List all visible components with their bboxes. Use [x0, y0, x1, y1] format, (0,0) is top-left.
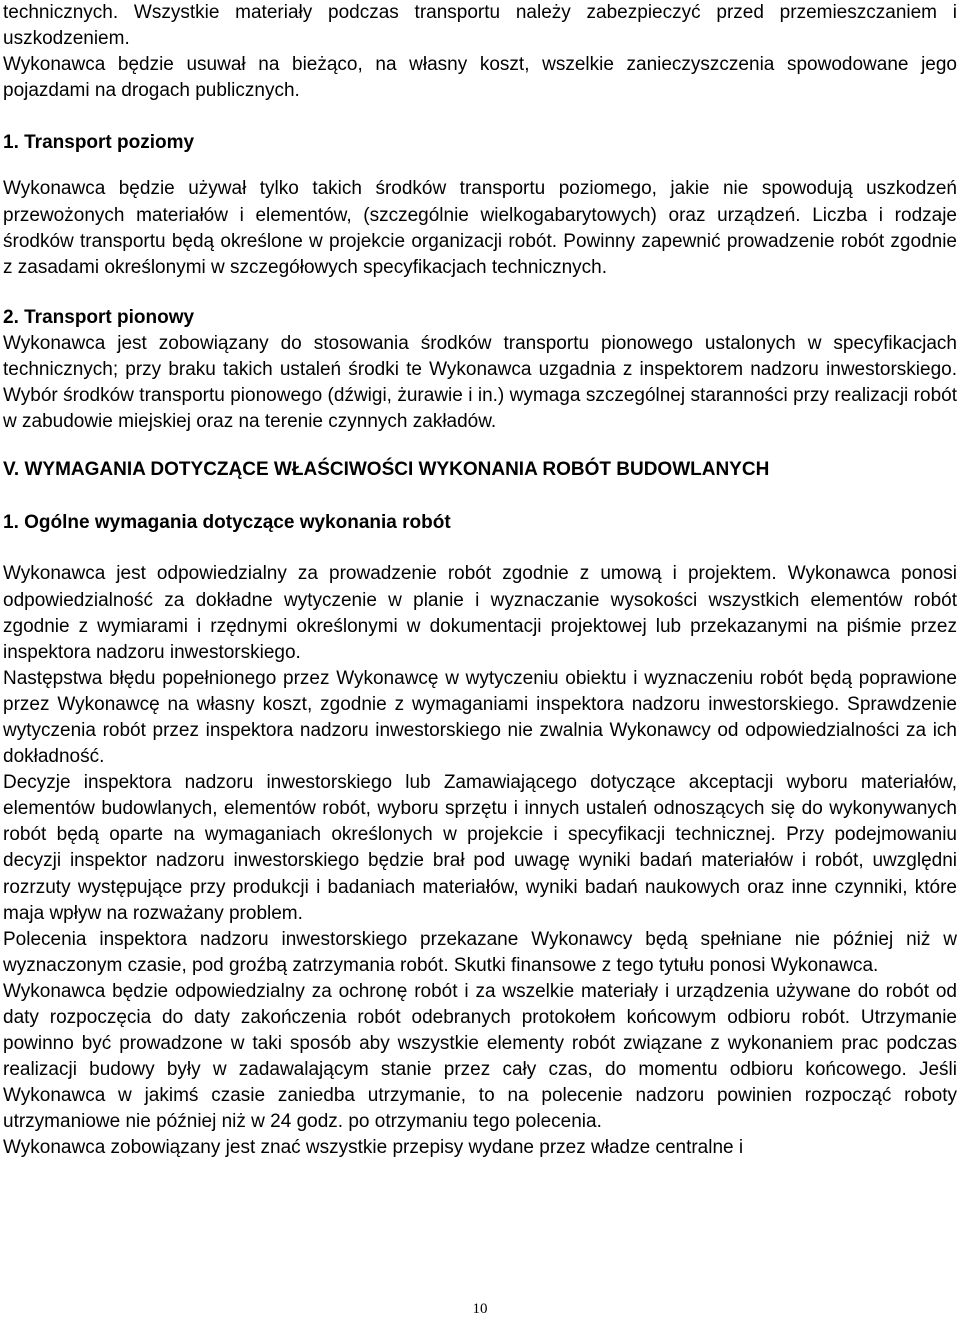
- heading-transport-pionowy: 2. Transport pionowy: [3, 306, 195, 328]
- ogolne-paragraph-3: Decyzje inspektora nadzoru inwestorskiego lub Zamawiającego dotyczące akceptacji wyboru materiałów, elementów budowlanych, elementów robót, wyboru sprzętu i innych ustaleń odnoszących się do wykonywanych robót będą oparte na wymaganiach określonych w projekcie i specyfikacji technicznej. Przy podejmowaniu decyzji inspektor nadzoru inwestorskiego będzie brał pod uwagę wyniki badań materiałów i robót, uwzględni rozrzuty występujące przy produkcji i badaniach materiałów, wyniki badań naukowych oraz inne czynniki, które maja wpływ na rozważany problem.: [3, 772, 957, 924]
- intro-paragraph-2: Wykonawca będzie usuwał na bieżąco, na własny koszt, wszelkie zanieczyszczenia spowodowane jego pojazdami na drogach publicznych.: [3, 54, 957, 102]
- ogolne-paragraph-2: Następstwa błędu popełnionego przez Wykonawcę w wytyczeniu obiektu i wyznaczeniu robót będą poprawione przez Wykonawcę na własny koszt, zgodnie z wymaganiami inspektora nadzoru inwestorskiego. Sprawdzenie wytyczenia robót przez inspektora nadzoru inwestorskiego nie zwalnia Wykonawcy od odpowiedzialności za ich dokładność.: [3, 667, 957, 768]
- intro-paragraph-1: technicznych. Wszystkie materiały podczas transportu należy zabezpieczyć przed przemieszczaniem i uszkodzeniem.: [3, 2, 957, 50]
- page-number: 10: [472, 1301, 488, 1317]
- ogolne-paragraph-5: Wykonawca będzie odpowiedzialny za ochronę robót i za wszelkie materiały i urządzenia używane do robót od daty rozpoczęcia do daty zakończenia robót odebranych protokołem końcowym odbioru robót. Utrzymanie powinno być prowadzone w taki sposób aby wszystkie elementy robót związane z wykonaniem prac podczas realizacji budowy były w zadawalającym stanie przez cały czas, do momentu odbioru końcowego. Jeśli Wykonawca w jakimś czasie zaniedba utrzymanie, to na polecenie nadzoru powinien rozpocząć roboty utrzymaniowe nie później niż w 24 godz. po otrzymaniu tego polecenia.: [3, 980, 957, 1133]
- heading-ogolne-wymagania: 1. Ogólne wymagania dotyczące wykonania robót: [3, 512, 451, 534]
- ogolne-paragraph-1: Wykonawca jest odpowiedzialny za prowadzenie robót zgodnie z umową i projektem. Wykonawca ponosi odpowiedzialność za dokładne wytyczenie w planie i wyznaczanie wysokości wszystkich elementów robót zgodnie z wymiarami i rzędnymi określonymi w dokumentacji projektowej lub przekazanymi na piśmie przez inspektora nadzoru inwestorskiego.: [3, 563, 957, 663]
- ogolne-paragraph-4: Polecenia inspektora nadzoru inwestorskiego przekazane Wykonawcy będą spełniane nie później niż w wyznaczonym czasie, pod groźbą zatrzymania robót. Skutki finansowe z tego tytułu ponosi Wykonawca.: [3, 928, 957, 976]
- ogolne-paragraph-6: Wykonawca zobowiązany jest znać wszystkie przepisy wydane przez władze centralne i: [3, 1137, 744, 1159]
- document-page: [3, 0, 957, 1162]
- transport-pionowy-paragraph: Wykonawca jest zobowiązany do stosowania środków transportu pionowego ustalonych w specyfikacjach technicznych; przy braku takich ustaleń środki te Wykonawca uzgadnia z inspektorem nadzoru inwestorskiego. Wybór środków transportu pionowego (dźwigi, żurawie i in.) wymaga szczególnej staranności przy realizacji robót w zabudowie miejskiej oraz na terenie czynnych zakładów.: [3, 332, 957, 433]
- heading-transport-poziomy: 1. Transport poziomy: [3, 132, 195, 154]
- transport-poziomy-paragraph: Wykonawca będzie używał tylko takich środków transportu poziomego, jakie nie spowodują uszkodzeń przewożonych materiałów i elementów, (szczególnie wielkogabarytowych) oraz urządzeń. Liczba i rodzaje środków transportu będą określone w projekcie organizacji robót. Powinny zapewnić prowadzenie robót zgodnie z zasadami określonymi w szczegółowych specyfikacjach technicznych.: [3, 178, 957, 278]
- section-v-title: V. WYMAGANIA DOTYCZĄCE WŁAŚCIWOŚCI WYKONANIA ROBÓT BUDOWLANYCH: [3, 459, 770, 481]
